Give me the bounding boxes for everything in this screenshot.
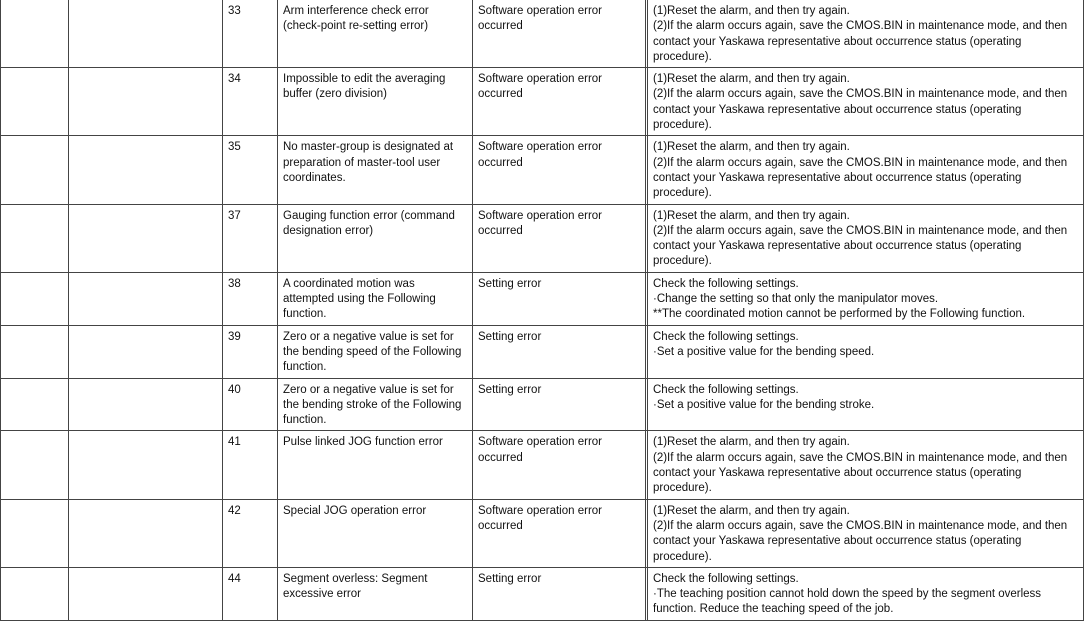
- alarm-remedy: (1)Reset the alarm, and then try again. (2)If the alarm occurs again, save the CMOS.BIN in maintenance mode, and then contact your Yaskawa representative about occurrence status (operating procedure).: [648, 136, 1084, 204]
- blank-cell: [69, 378, 223, 431]
- table-row: [1, 378, 1084, 431]
- table-row: [1, 325, 1084, 378]
- blank-cell: [69, 136, 223, 204]
- alarm-subcode: 40: [223, 378, 278, 431]
- alarm-message: Pulse linked JOG function error: [278, 431, 473, 499]
- alarm-message: Zero or a negative value is set for the bending stroke of the Following function.: [278, 378, 473, 431]
- blank-cell: [1, 378, 69, 431]
- alarm-cause: Setting error: [473, 378, 646, 431]
- blank-cell: [69, 272, 223, 325]
- blank-cell: [1, 272, 69, 325]
- alarm-cause: Setting error: [473, 272, 646, 325]
- blank-cell: [1, 499, 69, 567]
- alarm-message: Gauging function error (command designation error): [278, 204, 473, 272]
- alarm-cause: Software operation error occurred: [473, 68, 646, 136]
- alarm-remedy: Check the following settings. ·Change the setting so that only the manipulator moves. **The coordinated motion cannot be performed by the Following function.: [648, 272, 1084, 325]
- blank-cell: [1, 136, 69, 204]
- table-row: [1, 272, 1084, 325]
- blank-cell: [69, 431, 223, 499]
- alarm-message: Impossible to edit the averaging buffer (zero division): [278, 68, 473, 136]
- alarm-remedy: (1)Reset the alarm, and then try again. (2)If the alarm occurs again, save the CMOS.BIN in maintenance mode, and then contact your Yaskawa representative about occurrence status (operating procedure).: [648, 0, 1084, 68]
- blank-cell: [1, 68, 69, 136]
- alarm-message: No master-group is designated at preparation of master-tool user coordinates.: [278, 136, 473, 204]
- blank-cell: [1, 431, 69, 499]
- alarm-subcode: 44: [223, 567, 278, 620]
- blank-cell: [69, 325, 223, 378]
- alarm-subcode: 33: [223, 0, 278, 68]
- blank-cell: [69, 204, 223, 272]
- table-row: [1, 499, 1084, 567]
- alarm-remedy: Check the following settings. ·Set a positive value for the bending stroke.: [648, 378, 1084, 431]
- table-row: [1, 136, 1084, 204]
- blank-cell: [1, 325, 69, 378]
- alarm-cause: Software operation error occurred: [473, 136, 646, 204]
- blank-cell: [69, 567, 223, 620]
- alarm-subcode: 38: [223, 272, 278, 325]
- alarm-message: Segment overless: Segment excessive error: [278, 567, 473, 620]
- blank-cell: [1, 0, 69, 68]
- blank-cell: [69, 0, 223, 68]
- alarm-remedy: (1)Reset the alarm, and then try again. (2)If the alarm occurs again, save the CMOS.BIN in maintenance mode, and then contact your Yaskawa representative about occurrence status (operating procedure).: [648, 68, 1084, 136]
- alarm-remedy: (1)Reset the alarm, and then try again. (2)If the alarm occurs again, save the CMOS.BIN in maintenance mode, and then contact your Yaskawa representative about occurrence status (operating procedure).: [648, 431, 1084, 499]
- table-row: [1, 0, 1084, 68]
- table-row: [1, 431, 1084, 499]
- alarm-message: A coordinated motion was attempted using the Following function.: [278, 272, 473, 325]
- alarm-cause: Setting error: [473, 325, 646, 378]
- table-row: [1, 567, 1084, 620]
- alarm-cause: Software operation error occurred: [473, 0, 646, 68]
- table-row: [1, 68, 1084, 136]
- alarm-remedy: Check the following settings. ·Set a positive value for the bending speed.: [648, 325, 1084, 378]
- table-row: [1, 204, 1084, 272]
- alarm-cause: Software operation error occurred: [473, 204, 646, 272]
- blank-cell: [1, 204, 69, 272]
- alarm-cause: Setting error: [473, 567, 646, 620]
- alarm-message: Zero or a negative value is set for the bending speed of the Following function.: [278, 325, 473, 378]
- alarm-remedy: Check the following settings. ·The teaching position cannot hold down the speed by the segment overless function. Reduce the teaching speed of the job.: [648, 567, 1084, 620]
- blank-cell: [1, 567, 69, 620]
- alarm-remedy: (1)Reset the alarm, and then try again. (2)If the alarm occurs again, save the CMOS.BIN in maintenance mode, and then contact your Yaskawa representative about occurrence status (operating procedure).: [648, 204, 1084, 272]
- alarm-subcode: 42: [223, 499, 278, 567]
- alarm-subcode: 37: [223, 204, 278, 272]
- alarm-message: Special JOG operation error: [278, 499, 473, 567]
- alarm-cause: Software operation error occurred: [473, 499, 646, 567]
- alarm-remedy: (1)Reset the alarm, and then try again. (2)If the alarm occurs again, save the CMOS.BIN in maintenance mode, and then contact your Yaskawa representative about occurrence status (operating procedure).: [648, 499, 1084, 567]
- alarm-subcode: 35: [223, 136, 278, 204]
- alarm-subcode: 34: [223, 68, 278, 136]
- blank-cell: [69, 499, 223, 567]
- alarm-subcode: 41: [223, 431, 278, 499]
- alarm-message: Arm interference check error (check-point re-setting error): [278, 0, 473, 68]
- blank-cell: [69, 68, 223, 136]
- alarm-cause: Software operation error occurred: [473, 431, 646, 499]
- alarm-subcode: 39: [223, 325, 278, 378]
